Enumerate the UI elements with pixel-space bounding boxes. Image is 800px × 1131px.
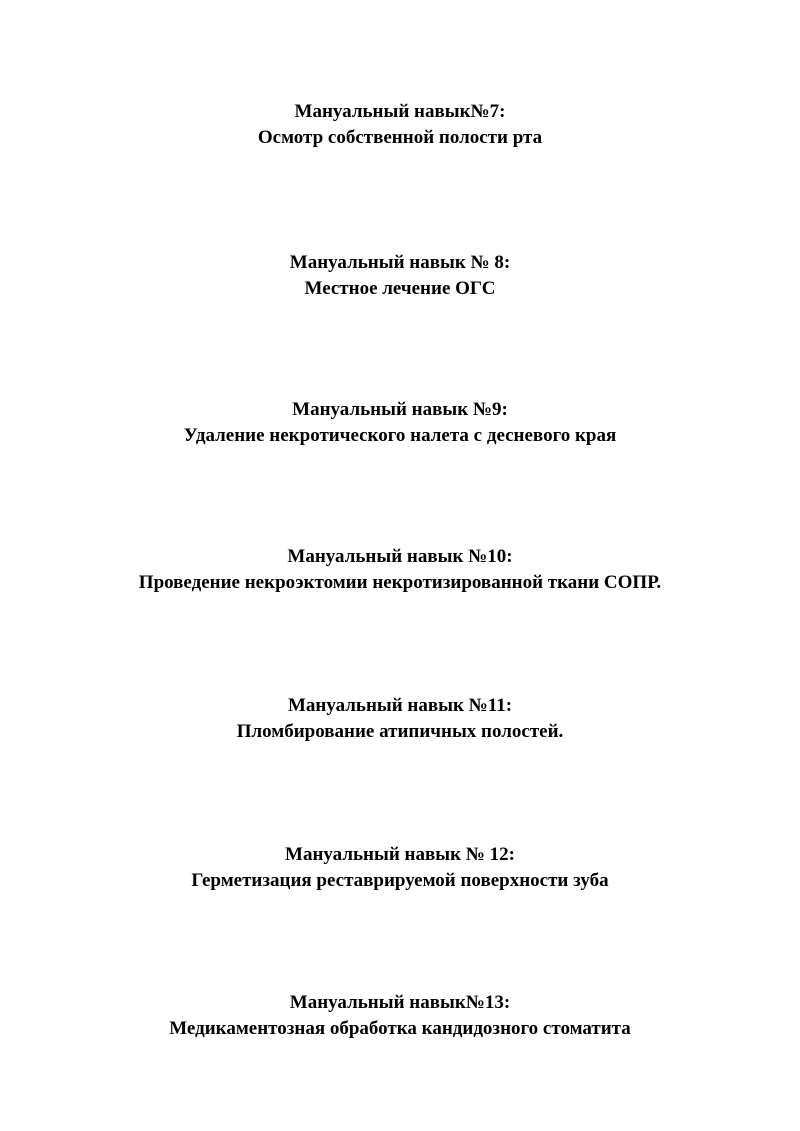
skill-title: Медикаментозная обработка кандидозного стоматита [169,1018,631,1039]
skill-title: Осмотр собственной полости рта [257,127,543,148]
skill-title: Герметизация реставрируемой поверхности зуба [191,870,609,891]
skill-heading: Мануальный навык № 12: [285,844,515,865]
skill-title: Местное лечение ОГС [304,278,496,299]
skill-block-10 [0,544,800,596]
skill-title: Удаление некротического налета с десневого края [183,425,617,446]
skill-title: Проведение некроэктомии некротизированной ткани СОПР. [138,572,662,593]
skill-title: Пломбирование атипичных полостей. [236,721,564,742]
skill-heading: Мануальный навык № 8: [289,252,511,273]
skill-heading: Мануальный навык №11: [287,695,513,716]
skill-block-12 [0,842,800,894]
skill-heading: Мануальный навык№13: [289,992,511,1013]
skill-heading: Мануальный навык №10: [287,546,513,567]
skill-block-7 [0,99,800,151]
skill-block-11 [0,693,800,745]
skill-block-8 [0,250,800,302]
skill-block-13 [0,990,800,1042]
skill-block-9 [0,397,800,449]
skill-heading: Мануальный навык№7: [294,101,506,122]
skill-heading: Мануальный навык №9: [292,399,508,420]
